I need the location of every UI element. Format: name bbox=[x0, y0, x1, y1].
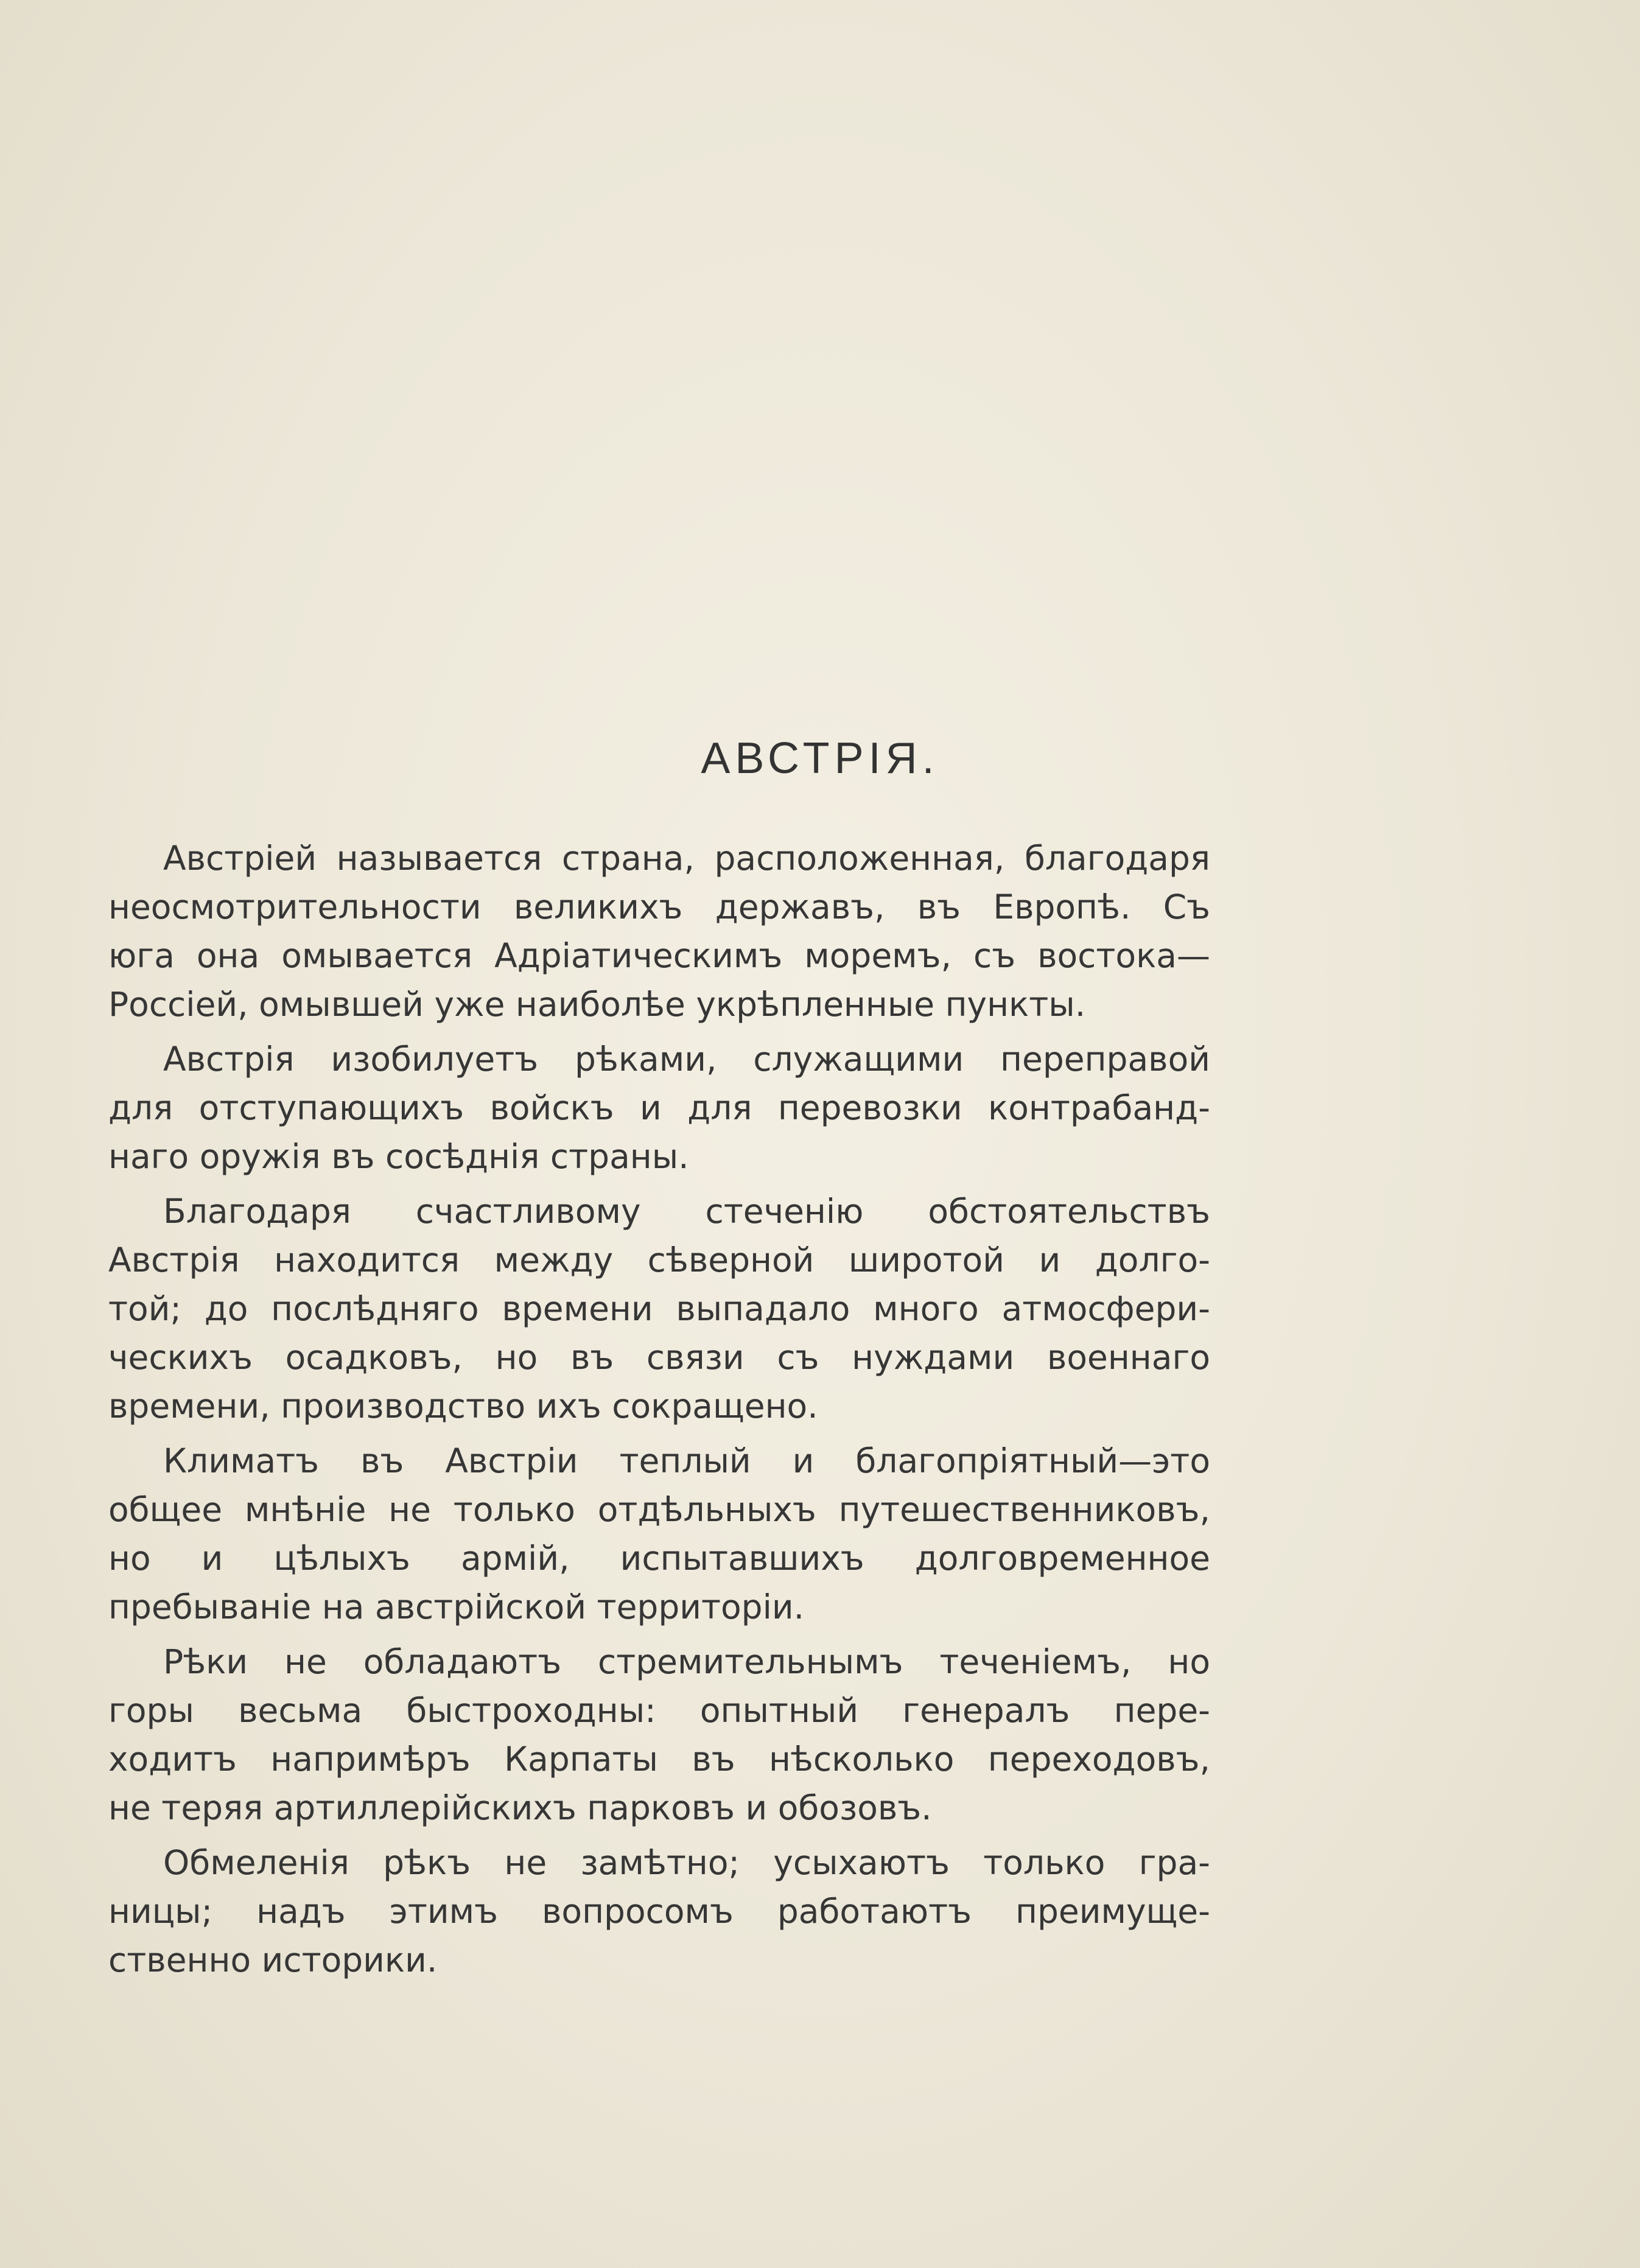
text-line: Благодаря счастливому стеченію обстоятельствъ bbox=[163, 1192, 1210, 1231]
text-line: Рѣки не обладаютъ стремительнымъ теченіемъ, но bbox=[163, 1642, 1210, 1681]
text-line: Австрія изобилуетъ рѣками, служащими переправой bbox=[163, 1040, 1210, 1079]
text-line: Россіей, омывшей уже наиболѣе укрѣпленные пункты. bbox=[108, 985, 1086, 1024]
text-line: пребываніе на австрійской территоріи. bbox=[108, 1587, 805, 1626]
text-line: ческихъ осадковъ, но въ связи съ нуждами военнаго bbox=[108, 1338, 1210, 1377]
text-line: Климатъ въ Австріи теплый и благопріятный—это bbox=[163, 1441, 1210, 1480]
text-line: неосмотрительности великихъ державъ, въ Европѣ. Съ bbox=[108, 887, 1210, 926]
page-title: АВСТРІЯ. bbox=[701, 734, 939, 783]
text-line: времени, производство ихъ сокращено. bbox=[108, 1387, 818, 1426]
text-line: общее мнѣніе не только отдѣльныхъ путешественниковъ, bbox=[108, 1490, 1210, 1529]
text-line: юга она омывается Адріатическимъ моремъ, съ востока— bbox=[108, 936, 1210, 975]
text-line: Австрія находится между сѣверной широтой и долго- bbox=[108, 1241, 1210, 1279]
text-line: Австріей называется страна, расположенная, благодаря bbox=[163, 839, 1210, 878]
text-line: для отступающихъ войскъ и для перевозки контрабанд- bbox=[108, 1088, 1210, 1127]
text-line: ходитъ напримѣръ Карпаты въ нѣсколько переходовъ, bbox=[108, 1740, 1210, 1779]
text-line: ницы; надъ этимъ вопросомъ работаютъ преимуще- bbox=[108, 1892, 1210, 1931]
text-line: наго оружія въ сосѣднія страны. bbox=[108, 1137, 689, 1176]
text-line: ственно историки. bbox=[108, 1941, 438, 1979]
text-line: той; до послѣдняго времени выпадало много атмосфери- bbox=[108, 1289, 1210, 1328]
text-line: Обмеленія рѣкъ не замѣтно; усыхаютъ только гра- bbox=[163, 1843, 1210, 1882]
text-line: но и цѣлыхъ армій, испытавшихъ долговременное bbox=[108, 1539, 1210, 1578]
text-line: не теряя артиллерійскихъ парковъ и обозовъ. bbox=[108, 1788, 932, 1827]
text-line: горы весьма быстроходны: опытный генералъ пере- bbox=[108, 1691, 1210, 1730]
